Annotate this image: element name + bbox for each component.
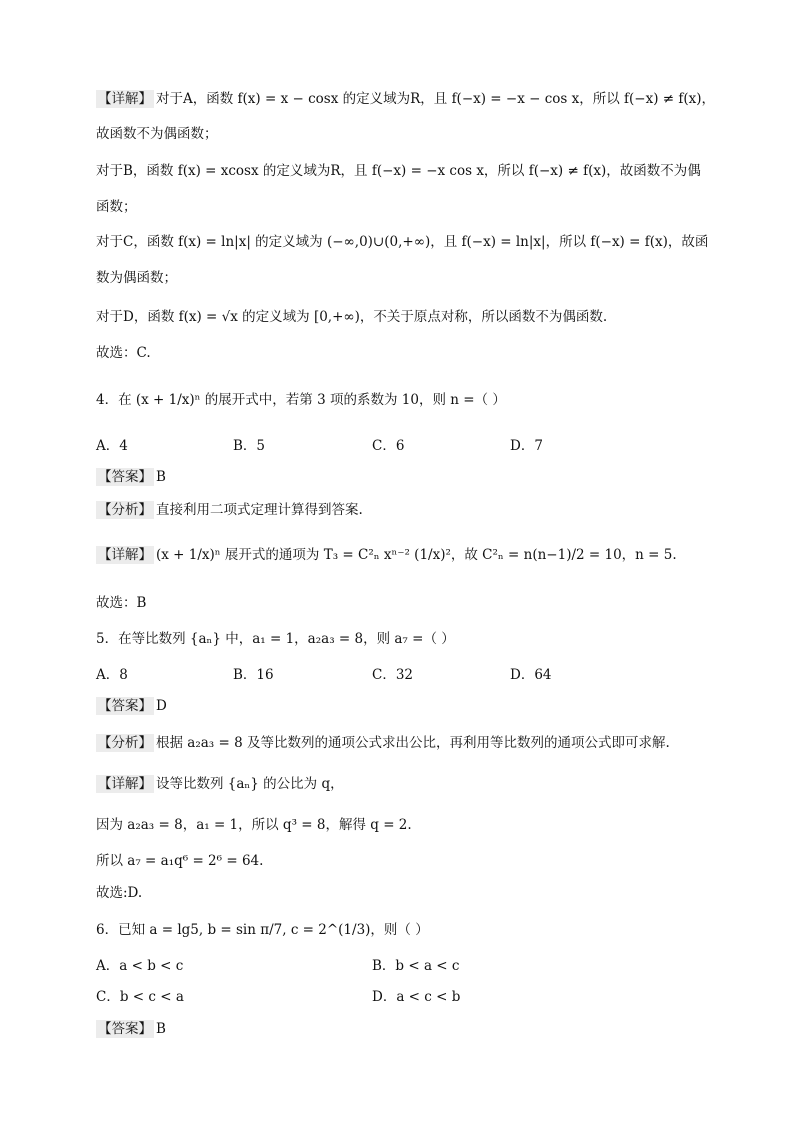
q6-option-d: D．a < c < b	[372, 989, 461, 1005]
text-line: 故选:D.	[96, 885, 143, 901]
text-line: 故选：C.	[96, 345, 151, 361]
detail-line: 【详解】 (x + 1/x)ⁿ 展开式的通项为 T₃ = C²ₙ xⁿ⁻² (1/x)²，故 C²ₙ = n(n−1)/2 = 10，n = 5.	[98, 547, 677, 563]
text-line: 对于C，函数 f(x) = ln|x| 的定义域为 (−∞,0)∪(0,+∞)，且 f(−x) = ln|x|，所以 f(−x) = f(x)，故函	[96, 234, 709, 250]
answer-line: 【答案】 D	[98, 698, 167, 714]
q4-option-a: A．4	[96, 438, 128, 454]
text-line: 【详解】 对于A，函数 f(x) = x − cosx 的定义域为R，且 f(−x) = −x − cos x，所以 f(−x) ≠ f(x)，	[98, 91, 716, 107]
text-line: 对于D，函数 f(x) = √x 的定义域为 [0,+∞)，不关于原点对称，所以函数不为偶函数.	[96, 309, 608, 325]
text-line: 故选：B	[96, 595, 147, 611]
q4-option-c: C．6	[372, 438, 405, 454]
text-line: 所以 a₇ = a₁q⁶ = 2⁶ = 64.	[96, 853, 264, 869]
text-line: 数为偶函数；	[96, 270, 177, 286]
question-4: 4．在 (x + 1/x)ⁿ 的展开式中，若第 3 项的系数为 10，则 n =（ ）	[96, 392, 506, 408]
question-6: 6．已知 a = lg5, b = sin π/7, c = 2^(1/3)，则（ ）	[96, 922, 429, 938]
question-5: 5．在等比数列 {aₙ} 中，a₁ = 1，a₂a₃ = 8，则 a₇ =（ ）	[96, 631, 455, 647]
analysis-line: 【分析】 根据 a₂a₃ = 8 及等比数列的通项公式求出公比，再利用等比数列的通项公式即可求解.	[98, 735, 670, 751]
q5-option-c: C．32	[372, 667, 414, 683]
text-line: 对于B，函数 f(x) = xcosx 的定义域为R，且 f(−x) = −x cos x，所以 f(−x) ≠ f(x)，故函数不为偶	[96, 163, 701, 179]
q5-option-a: A．8	[96, 667, 128, 683]
q4-option-b: B．5	[233, 438, 266, 454]
text-line: 因为 a₂a₃ = 8，a₁ = 1，所以 q³ = 8，解得 q = 2.	[96, 817, 412, 833]
answer-line: 【答案】 B	[98, 469, 166, 485]
detail-line: 【详解】 设等比数列 {aₙ} 的公比为 q，	[98, 776, 344, 792]
q6-option-a: A．a < b < c	[96, 958, 184, 974]
answer-line: 【答案】 B	[98, 1021, 166, 1037]
q5-option-b: B．16	[233, 667, 274, 683]
q4-option-d: D．7	[510, 438, 543, 454]
q6-option-c: C．b < c < a	[96, 989, 184, 1005]
q6-option-b: B．b < a < c	[372, 958, 460, 974]
analysis-line: 【分析】 直接利用二项式定理计算得到答案.	[98, 502, 363, 518]
text-line: 函数；	[96, 199, 137, 215]
text-line: 故函数不为偶函数；	[96, 126, 218, 142]
q5-option-d: D．64	[510, 667, 552, 683]
